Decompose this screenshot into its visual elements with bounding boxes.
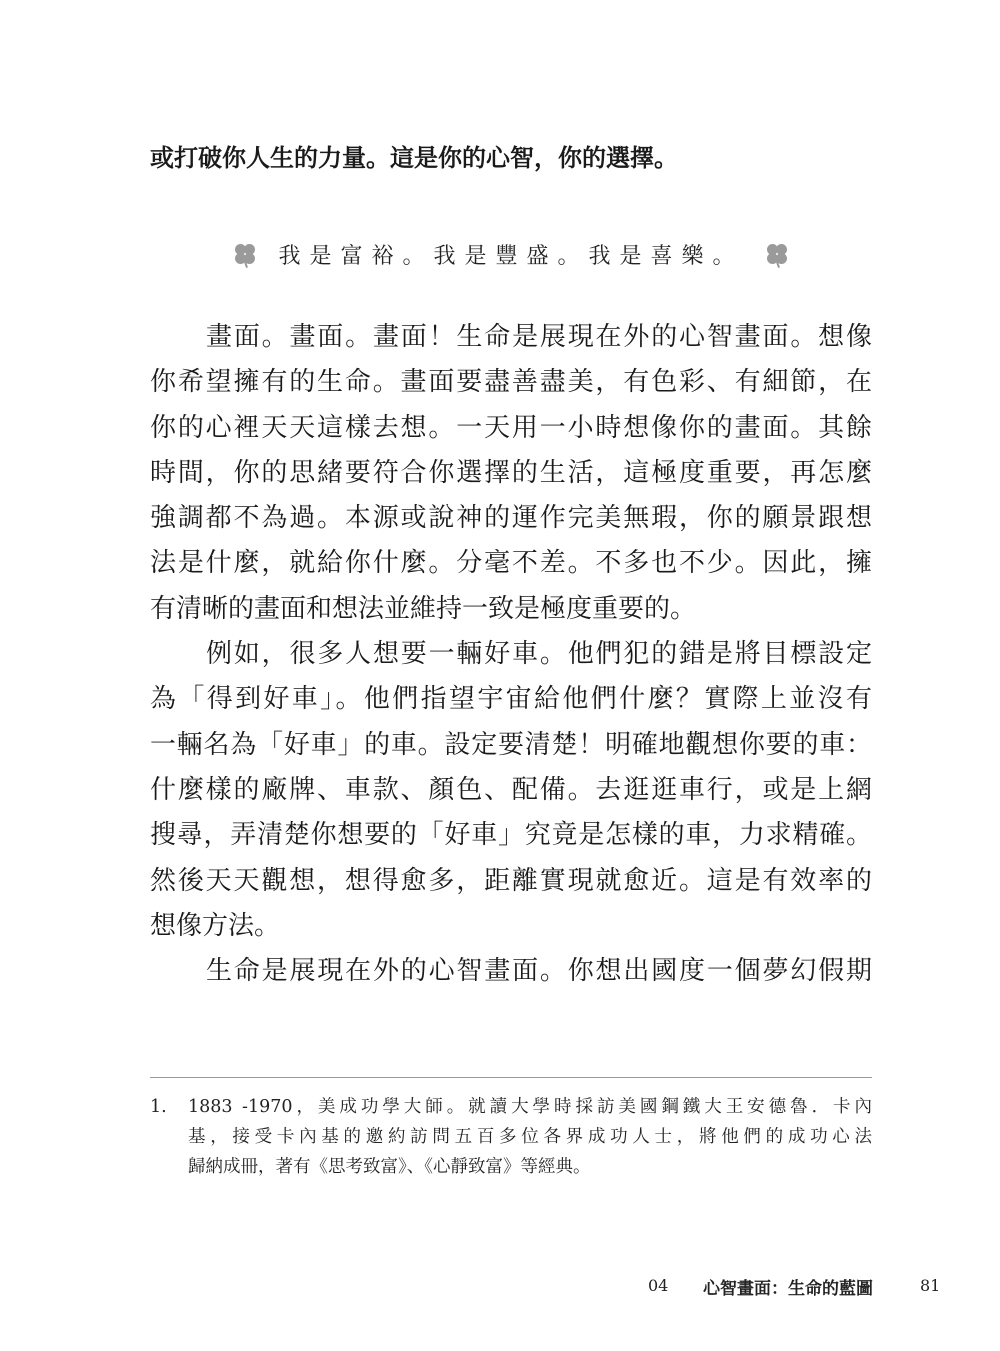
text-line: 為「得到好車」。他們指望宇宙給他們什麼？實際上並沒有 [150, 684, 872, 715]
running-footer [0, 1272, 1000, 1302]
chapter-number: 04 [648, 1276, 669, 1295]
text-line: 然後天天觀想，想得愈多，距離實現就愈近。這是有效率的 [150, 865, 872, 896]
text-line: 搜尋，弄清楚你想要的「好車」究竟是怎樣的車，力求精確。 [150, 820, 872, 851]
text-line: 有清晰的畫面和想法並維持一致是極度重要的。 [150, 593, 697, 624]
clover-icon [230, 239, 260, 269]
text-line: 例如，很多人想要一輛好車。他們犯的錯是將目標設定 [206, 639, 872, 670]
text-line: 想像方法。 [150, 910, 281, 941]
text-line: 一輛名為「好車」的車。設定要清楚！明確地觀想你要的車： [150, 729, 872, 760]
text-line: 什麼樣的廠牌、車款、顏色、配備。去逛逛車行，或是上網 [150, 774, 872, 805]
footnote-body [188, 1092, 872, 1182]
continued-bold-line: 或打破你人生的力量。這是你的心智，你的選擇。 [150, 144, 678, 172]
paragraph [150, 315, 872, 632]
footnote-line: 基，接受卡內基的邀約訪問五百多位各界成功人士，將他們的成功心法 [188, 1127, 872, 1147]
footnote-number: 1. [150, 1097, 167, 1117]
text-line: 你的心裡天天這樣去想。一天用一小時想像你的畫面。其餘 [150, 412, 872, 443]
text-line: 時間，你的思緒要符合你選擇的生活，這極度重要，再怎麼 [150, 457, 872, 488]
footnote-line: 歸納成冊，著有《思考致富》、《心靜致富》等經典。 [188, 1157, 591, 1177]
text-line: 你希望擁有的生命。畫面要盡善盡美，有色彩、有細節，在 [150, 367, 872, 398]
text-line: 生命是展現在外的心智畫面。你想出國度一個夢幻假期 [206, 956, 872, 987]
footnote-divider [150, 1077, 872, 1078]
affirmation-text: 我是富裕。我是豐盛。我是喜樂。 [278, 243, 744, 269]
clover-icon [762, 239, 792, 269]
text-line: 強調都不為過。本源或說神的運作完美無瑕，你的願景跟想 [150, 503, 872, 534]
paragraph [150, 632, 872, 949]
paragraph [150, 949, 872, 994]
text-line: 法是什麼，就給你什麼。分毫不差。不多也不少。因此，擁 [150, 548, 872, 579]
footnote-line: 1883 -1970，美成功學大師。就讀大學時採訪美國鋼鐵大王安德魯．卡內 [188, 1097, 872, 1117]
body-text [150, 315, 872, 994]
chapter-title: 心智畫面：生命的藍圖 [703, 1279, 873, 1299]
page-number: 81 [920, 1276, 941, 1295]
text-line: 畫面。畫面。畫面！生命是展現在外的心智畫面。想像 [206, 322, 872, 352]
affirmation-banner [150, 234, 872, 274]
